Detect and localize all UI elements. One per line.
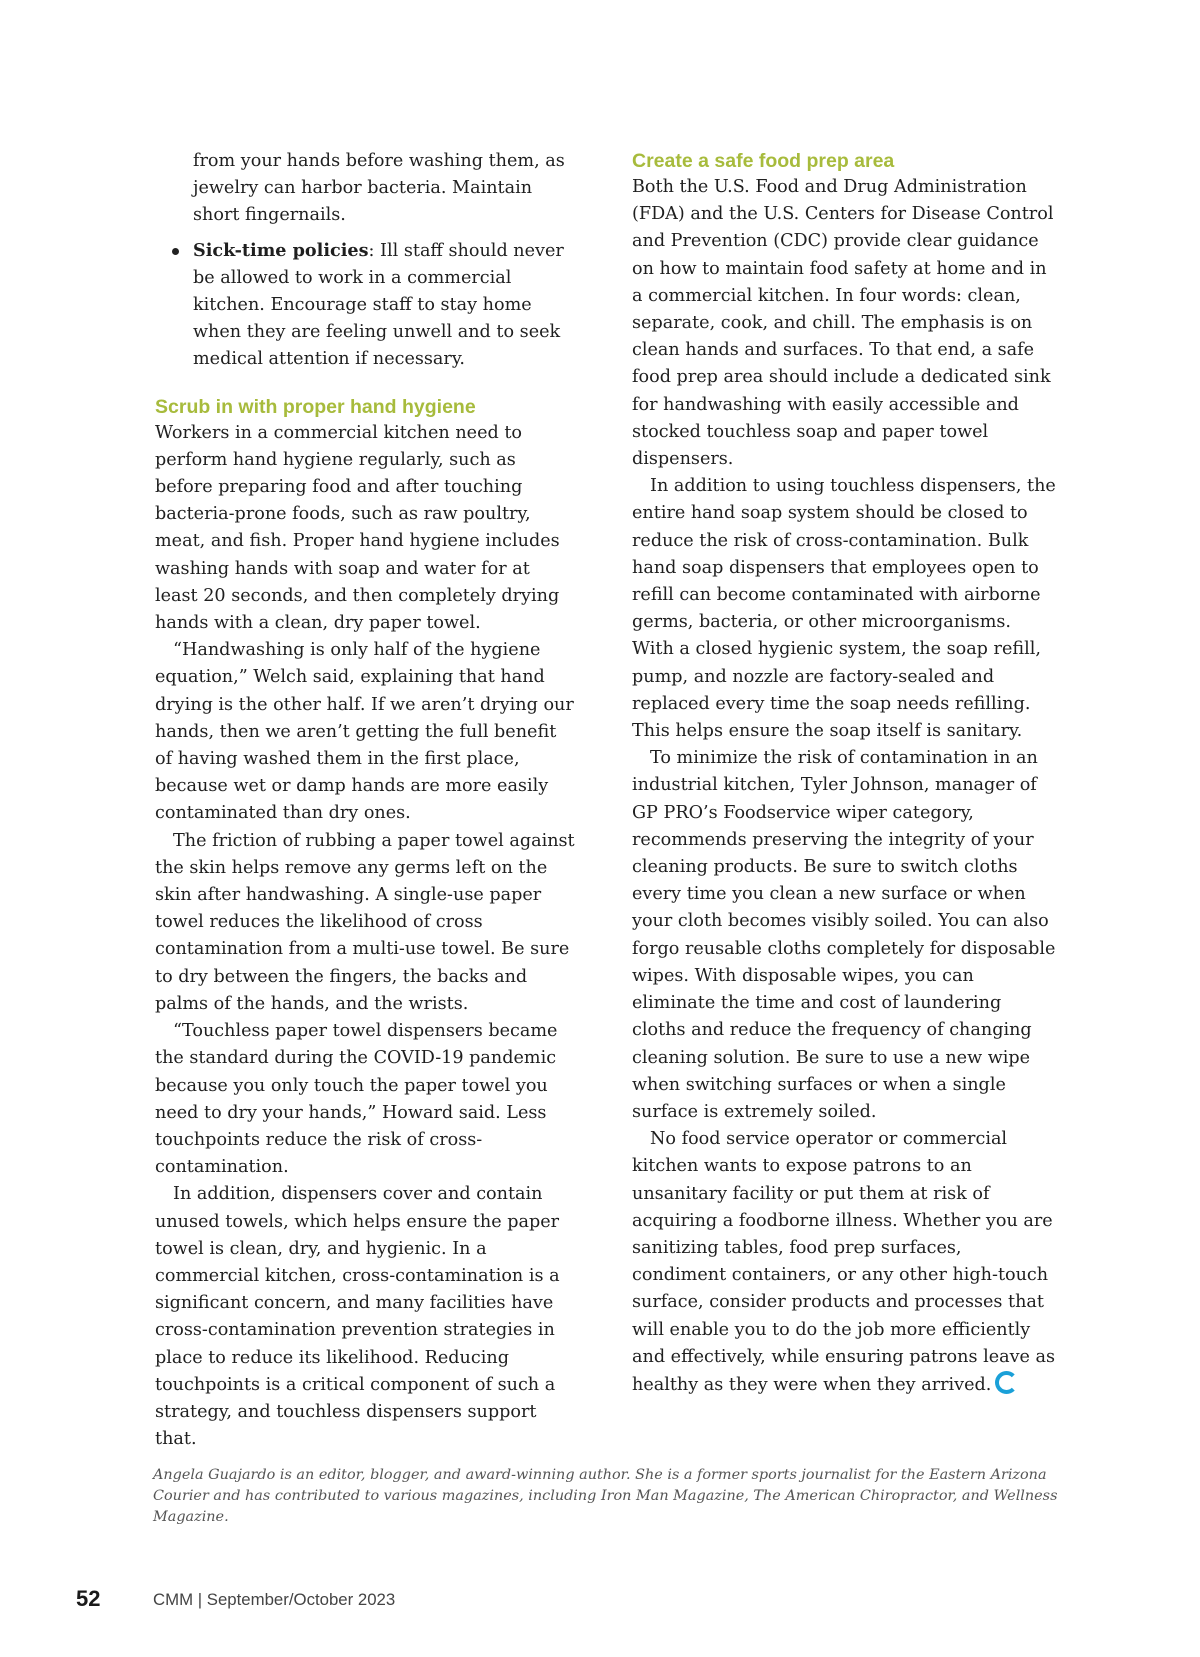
paragraph: “Touchless paper towel dispensers became the standard during the COVID-19 pandemic because you only touch the paper towel you need to dry your hands,” Howard said. Less touchpoints reduce the risk of cross-contamination. [155,1021,558,1178]
last-paragraph-text: No food service operator or commercial kitchen wants to expose patrons to an unsanitary facility or put them at risk of acquiring a foodborne illness. Whether you are sanitizing tables, food prep surfaces, condiment containers, or any other high-touch surface, consider products and processes that will enable you to do the job more efficiently and effectively, while ensuring patrons leave as healthy as they were when they arrived. [632,1129,1056,1395]
paragraph: To minimize the risk of contamination in an industrial kitchen, Tyler Johnson, manager of GP PRO’s Foodservice wiper category, recommends preserving the integrity of your cleaning products. Be sure to switch cloths every time you clean a new surface or when your cloth becomes visibly soiled. You can also forgo reusable cloths completely for disposable wipes. With disposable wipes, you can eliminate the time and cost of laundering cloths and reduce the frequency of changing cleaning solution. Be sure to use a new wipe when switching surfaces or when a single surface is extremely soiled. [632,748,1056,1122]
bullet-dot-icon [172,248,179,255]
publication-footer: CMM | September/October 2023 [153,1590,396,1609]
last-paragraph [632,1126,1057,1399]
page-number: 52 [76,1586,101,1611]
paragraph: In addition, dispensers cover and contain unused towels, which helps ensure the paper towel is clean, dry, and hygienic. In a commercial kitchen, cross-contamination is a significant concern, and many facilities have cross-contamination prevention strategies in place to reduce its likelihood. Reducing touchpoints is a critical component of such a strategy, and touchless dispensers support that. [155,1184,560,1450]
paragraph: Both the U.S. Food and Drug Administration (FDA) and the U.S. Centers for Disease Control and Prevention (CDC) provide clear guidance on how to maintain food safety at home and in a commercial kitchen. In four words: clean, separate, cook, and chill. The emphasis is on clean hands and surfaces. To that end, a safe food prep area should include a dedicated sink for handwashing with easily accessible and stocked touchless soap and paper towel dispensers. [632,177,1054,470]
paragraph: In addition to using touchless dispensers, the entire hand soap system should be closed to reduce the risk of cross-contamination. Bulk hand soap dispensers that employees open to refill can become contaminated with airborne germs, bacteria, or other microorganisms. With a closed hygienic system, the soap refill, pump, and nozzle are factory-sealed and replaced every time the soap needs refilling. This helps ensure the soap itself is sanitary. [632,476,1056,742]
paragraph: “Handwashing is only half of the hygiene equation,” Welch said, explaining that hand drying is the other half. If we aren’t drying our hands, then we aren’t getting the full benefit of having washed them in the first place, because wet or damp hands are more easily contaminated than dry ones. [155,640,574,824]
end-mark-icon [995,1371,1018,1394]
continued-fragment: from your hands before washing them, as jewelry can harbor bacteria. Maintain short fingernails. [193,151,565,226]
author-bio: Angela Guajardo is an editor, blogger, and award-winning author. She is a former sports journalist for the Eastern Arizona Courier and has contributed to various magazines, including Iron Man Magazine, The American Chiropractor, and Wellness Magazine. [153,1467,1058,1525]
paragraph: Workers in a commercial kitchen need to perform hand hygiene regularly, such as before preparing food and after touching bacteria-prone foods, such as raw poultry, meat, and fish. Proper hand hygiene includes washing hands with soap and water for at least 20 seconds, and then completely drying hands with a clean, dry paper towel. [155,422,560,634]
right-column [632,148,1057,1399]
bullet-term: Sick-time policies [193,239,369,261]
bullet-text: : Ill staff should never be allowed to work in a commercial kitchen. Encourage staff to stay home when they are feeling unwell and to seek medical attention if necessary. [193,240,564,370]
paragraph: The friction of rubbing a paper towel against the skin helps remove any germs left on the skin after handwashing. A single-use paper towel reduces the likelihood of cross contamination from a multi-use towel. Be sure to dry between the fingers, the backs and palms of the hands, and the wrists. [155,830,575,1014]
bullet-list [155,237,575,374]
section-heading-food-prep: Create a safe food prep area [632,150,895,172]
left-column [155,148,575,1453]
section-heading-hand-hygiene: Scrub in with proper hand hygiene [155,395,476,418]
list-item [193,237,575,374]
